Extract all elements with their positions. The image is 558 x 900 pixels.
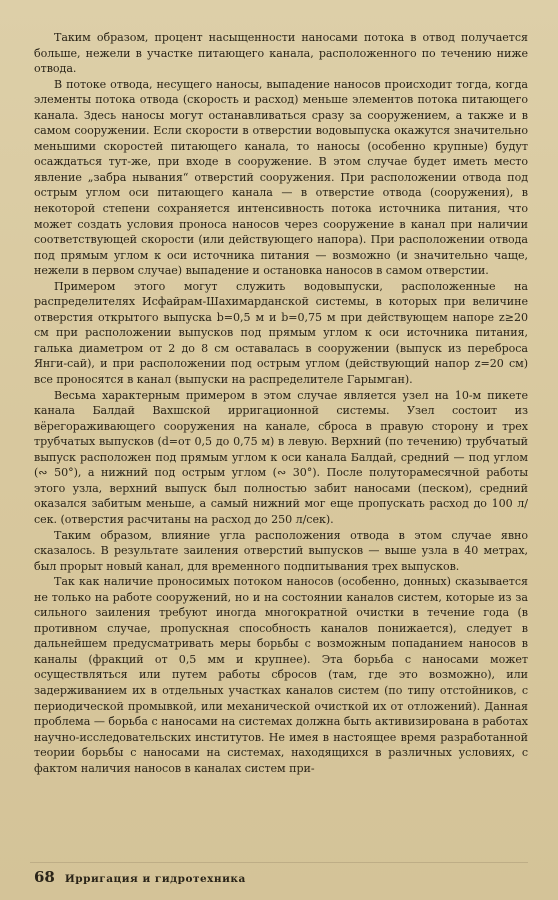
footer-divider — [30, 862, 528, 863]
running-title: Ирригация и гидротехника — [64, 873, 246, 885]
paragraph-3: Примером этого могут служить водовыпуски, расположенные на распределителях Исфайрам-Шахимарданской системы, в которых при величине отверстия открытого выпуска b=0,5 м и b=0,75 м при действующем напоре z≥20 см при расположении выпусков под прямым углом к оси источника питания, галька диаметром от 2 до 8 см оставалась в сооружении (выпуск из переброса Янги-сай), и при расположении под острым углом (действующий напор z=20 см) все проносятся в канал (выпуски на распределителе Гарымган). — [34, 279, 528, 387]
page-number: 68 — [34, 868, 55, 886]
paragraph-5: Таким образом, влияние угла расположения отвода в этом случае явно сказалось. В результате заиления отверстий выпусков — выше узла в 40 метрах, был прорыт новый канал, для временного подпитывания трех выпусков. — [34, 528, 528, 573]
paragraph-6: Так как наличие проносимых потоком наносов (особенно, донных) сказывается не только на работе сооружений, но и на состоянии каналов систем, которые из за сильного заиления требуют иногда многократной очистки в течение года (в противном случае, пропускная способность каналов понижается), следует в дальнейшем предусматривать меры борьбы с возможным попаданием наносов в каналы (фракций от 0,5 мм и крупнее). Эта борьба с наносами может осуществляться или путем работы сбросов (там, где это возможно), или задерживанием их в отдельных участках каналов систем (по типу отстойников, с периодической промывкой, или механической очисткой их от отложений). Данная проблема — борьба с наносами на системах должна быть активизирована в работах научно-исследовательских институтов. Не имея в настоящее время разработанной теории борьбы с наносами на системах, находящихся в различных условиях, с фактом наличия наносов в каналах систем при- — [34, 575, 528, 775]
paragraph-4: Весьма характерным примером в этом случае является узел на 10-м пикете канала Балдай Вахшской ирригационной системы. Узел состоит из вёрегораживающего сооружения на канале, сброса в правую сторону и трех трубчатых выпусков (d=от 0,5 до 0,75 м) в левую. Верхний (по течению) трубчатый выпуск расположен под прямым углом к оси канала Балдай, средний — под углом (∾ 50°), а нижний под острым углом (∾ 30°). После полуторамесячной работы этого узла, верхний выпуск был полностью забит наносами (песком), средний оказался забитым меньше, а самый нижний мог еще пропускать расход до 100 л/сек. (отверстия расчитаны на расход до 250 л/сек). — [34, 388, 528, 526]
page-footer — [34, 868, 246, 886]
paragraph-1: Таким образом, процент насыщенности наносами потока в отвод получается больше, нежели в участке питающего канала, расположенного по течению ниже отвода. — [34, 31, 528, 76]
paragraph-2: В потоке отвода, несущего наносы, выпадение наносов происходит тогда, когда элементы потока отвода (скорость и расход) меньше элементов потока питающего канала. Здесь наносы могут останавливаться сразу за сооружением, а также и в самом сооружении. Если скорости в отверстии водовыпуска окажутся значительно меньшими скоростей питающего канала, то наносы (особенно крупные) будут осаждаться тут-же, при входе в сооружение. В этом случае будет иметь место явление „забра нывания“ отверстий сооружения. При расположении отвода под острым углом оси питающего канала — в отверстие отвода (сооружения), в некоторой степени сохраняется интенсивность потока источника питания, что может создать условия проноса наносов через сооружение в канал при наличии соответствующей скорости (или действующего напора). При расположении отвода под прямым углом к оси источника питания — возможно (и значительно чаще, нежели в первом случае) выпадение и остановка наносов в самом отверстии. — [34, 77, 528, 278]
